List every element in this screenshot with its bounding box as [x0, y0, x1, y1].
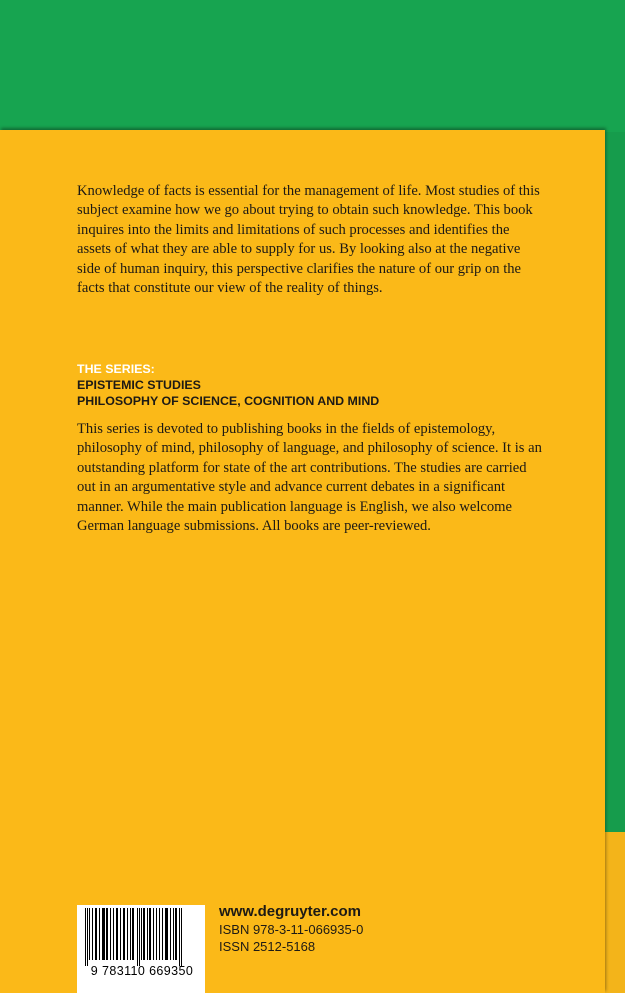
barcode-bar [179, 908, 180, 966]
book-blurb: Knowledge of facts is essential for the management of life. Most studies of this subject examine how we go about trying to obtain such knowledge. This book inquires into the limits and limitations of such processes and identifies the assets of what they are able to supply for us. By looking also at the negative side of human inquiry, this perspective clarifies the nature of our grip on the facts that constitute our view of the reality of things. [77, 183, 540, 297]
barcode-bar [175, 908, 177, 960]
barcode-bars [83, 908, 199, 966]
barcode-bar [106, 908, 108, 960]
barcode-bar [149, 908, 151, 960]
barcode-bar [123, 908, 125, 960]
barcode-bar [181, 908, 182, 966]
barcode-bar [143, 908, 145, 960]
barcode-bar [113, 908, 114, 960]
barcode-bar [173, 908, 174, 960]
barcode-bar [102, 908, 105, 960]
barcode-bar [159, 908, 160, 960]
barcode-bar [147, 908, 148, 960]
issn-number: ISSN 2512-5168 [219, 939, 316, 954]
barcode-bar [162, 908, 163, 960]
green-spine-strip [605, 132, 625, 832]
series-title-line-1: EPISTEMIC STUDIES [77, 378, 201, 392]
yellow-spine-strip [605, 832, 625, 993]
barcode-bar [110, 908, 111, 960]
barcode-bar [153, 908, 154, 960]
barcode-bar [127, 908, 128, 960]
barcode-bar [132, 908, 134, 960]
barcode-bar [85, 908, 86, 966]
series-title-line-2: PHILOSOPHY OF SCIENCE, COGNITION AND MIND [77, 394, 380, 408]
barcode-bar [165, 908, 168, 960]
barcode-bar [92, 908, 93, 960]
barcode-bar [130, 908, 131, 960]
isbn-barcode [77, 905, 205, 993]
barcode-bar [89, 908, 90, 960]
publisher-website: www.degruyter.com [219, 903, 361, 920]
barcode-bar [120, 908, 121, 960]
series-description: This series is devoted to publishing books in the fields of epistemology, philosophy of mind, philosophy of language, and philosophy of science. It is an outstanding platform for state of the art contributions. The studies are carried out in an argumentative style and advance current debates in a significant manner. While the main publication language is English, we also welcome German language submissions. All books are peer-reviewed. [77, 421, 542, 535]
isbn-number: ISBN 978-3-11-066935-0 [219, 922, 364, 937]
barcode-bar [95, 908, 97, 960]
barcode-bar [170, 908, 171, 960]
barcode-bar [99, 908, 100, 960]
barcode-bar [139, 908, 140, 966]
barcode-bar [156, 908, 157, 960]
barcode-bar [116, 908, 118, 960]
barcode-bar [87, 908, 88, 966]
green-top-band [0, 0, 625, 132]
barcode-bar [141, 908, 142, 960]
series-label: THE SERIES: [77, 362, 155, 376]
barcode-bar [137, 908, 138, 966]
barcode-digits: 9 783110 669350 [90, 964, 194, 978]
